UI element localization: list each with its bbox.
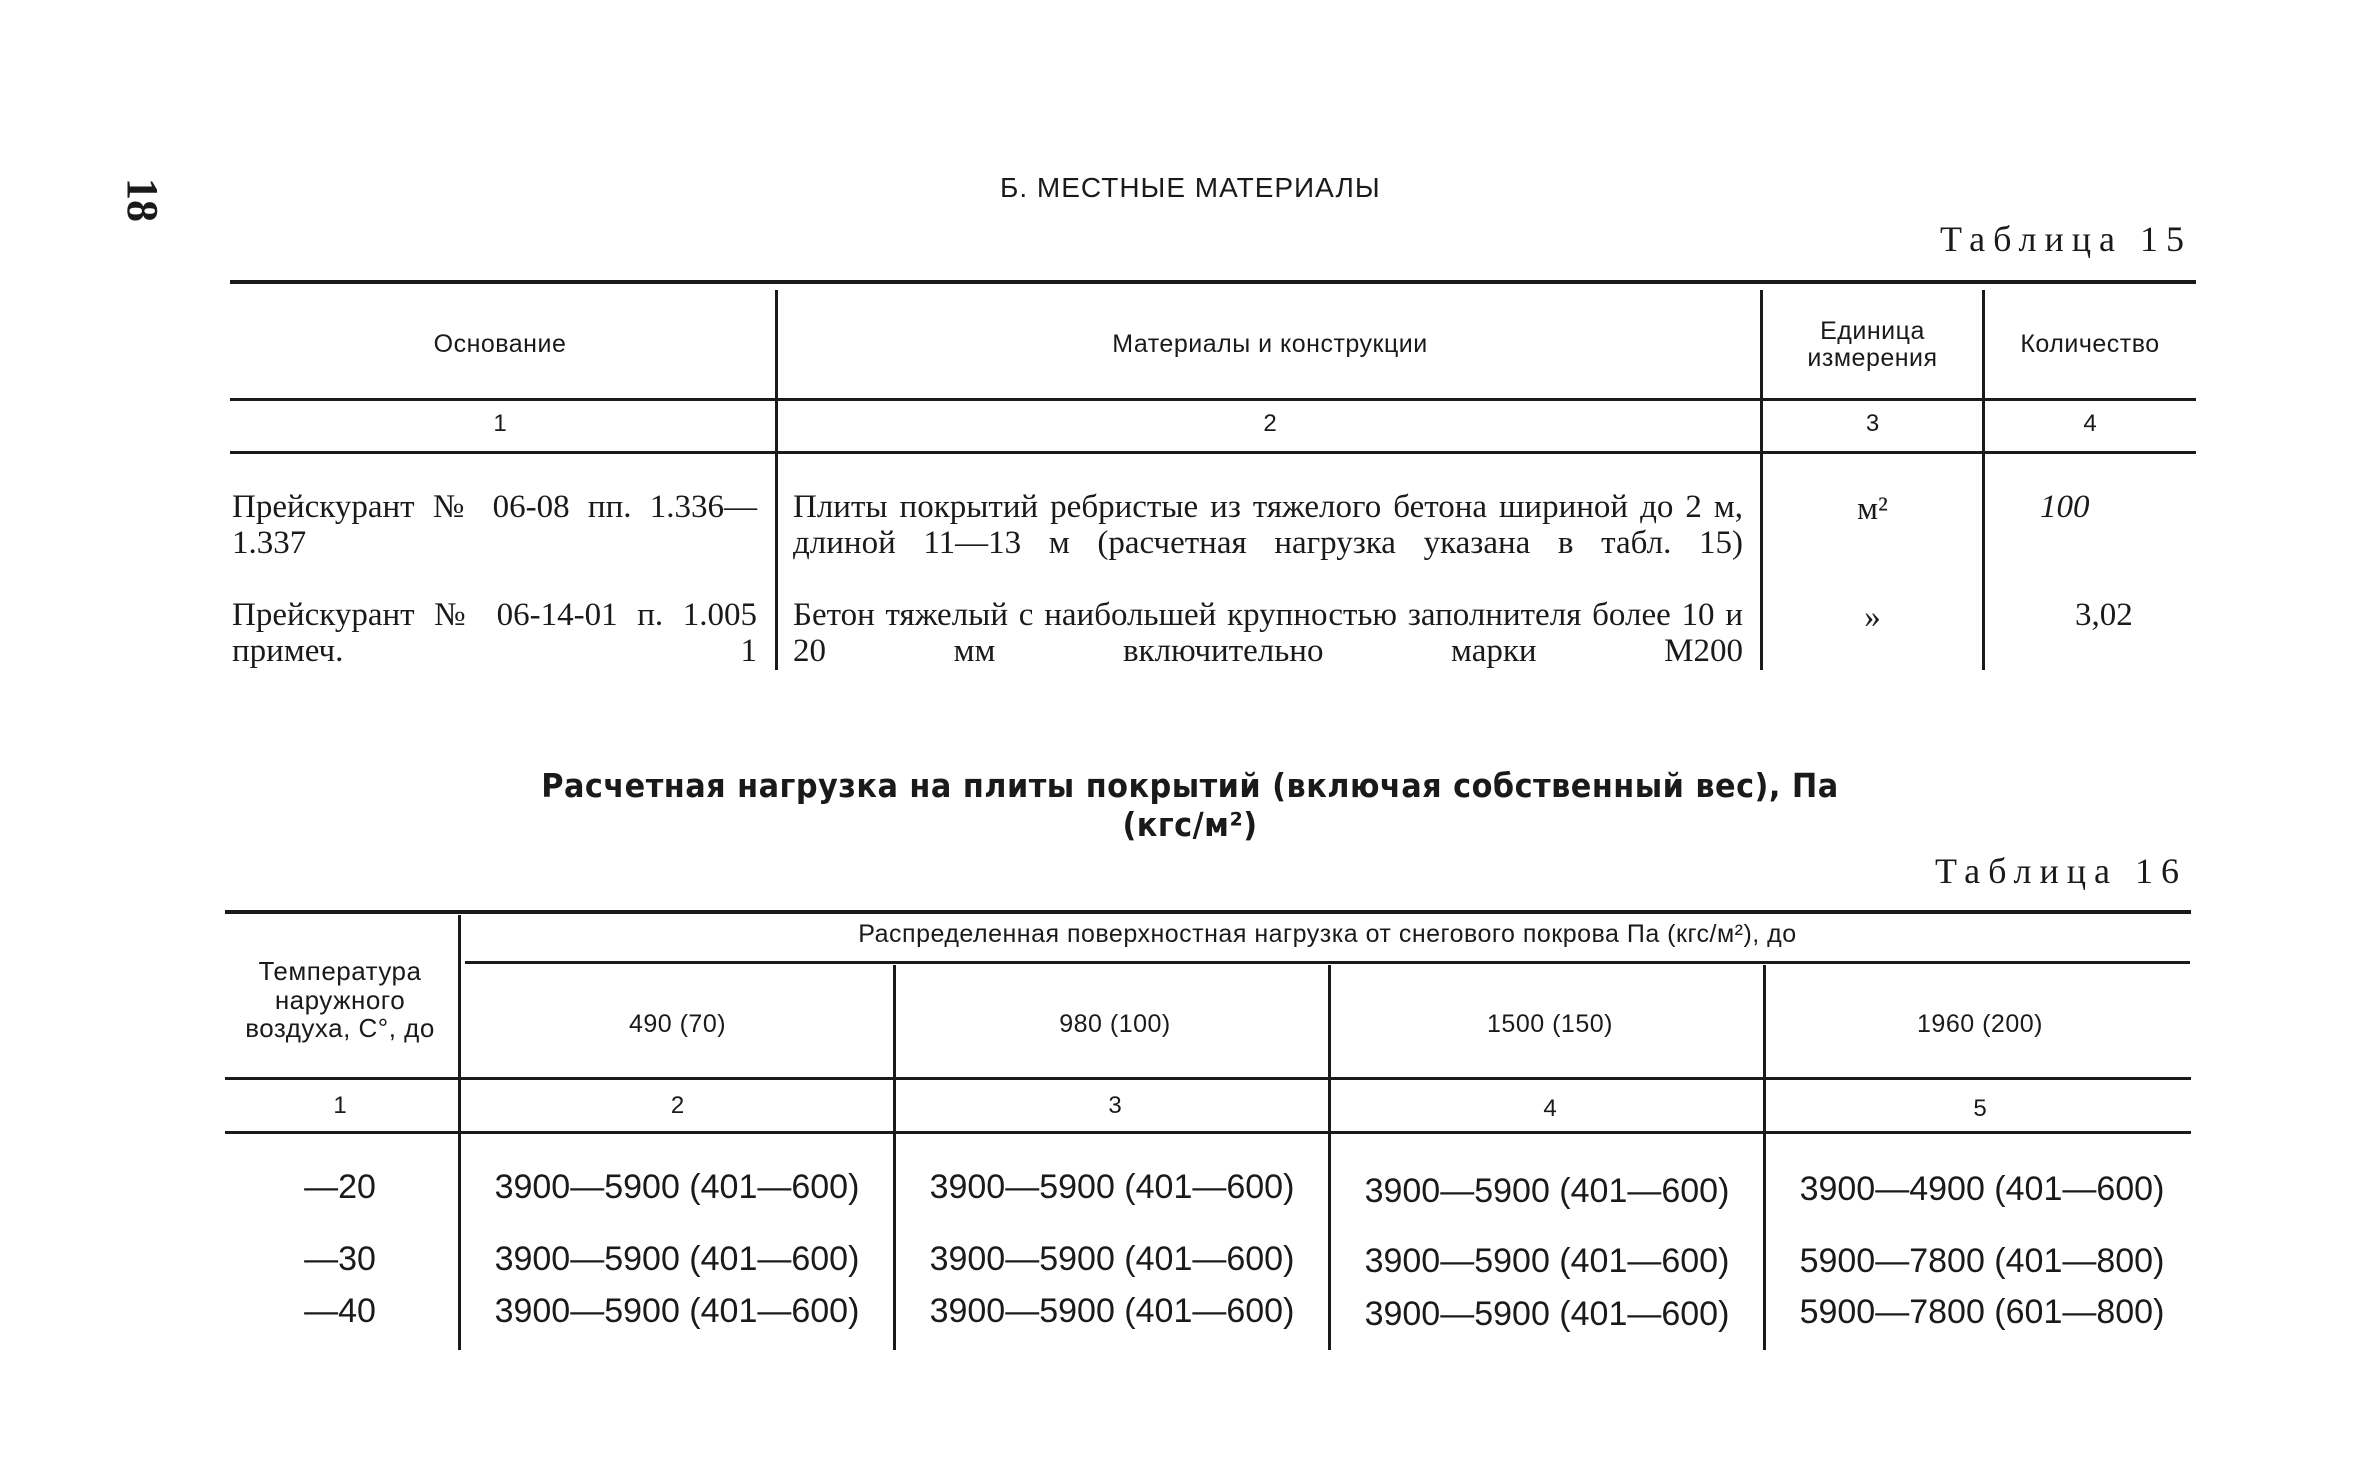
table16-header-load: Распределенная поверхностная нагрузка от снегового покрова Па (кгс/м²), до bbox=[858, 920, 1797, 949]
table15-colnum-1: 1 bbox=[493, 410, 507, 437]
table15-top-rule bbox=[230, 280, 2196, 284]
table16-load-col-4: 1960 (200) bbox=[1917, 1010, 2043, 1039]
table15-row1-quantity: 100 bbox=[2040, 489, 2090, 525]
table15-header-unit: Единица измерения bbox=[1807, 316, 1938, 372]
section-title: Б. МЕСТНЫЕ МАТЕРИАЛЫ bbox=[1000, 172, 1381, 203]
table16-row3-val3: 3900—5900 (401—600) bbox=[1364, 1295, 1730, 1333]
table16-load-col-3: 1500 (150) bbox=[1487, 1010, 1613, 1039]
table16-top-rule bbox=[225, 910, 2191, 914]
table16-vline-4 bbox=[1763, 965, 1766, 1350]
table16-row1-temp: —20 bbox=[304, 1168, 376, 1206]
table15-row2-basis: Прейскурант № 06-14-01 п. 1.005 примеч. 1 bbox=[232, 597, 757, 669]
table16-row2-val1: 3900—5900 (401—600) bbox=[494, 1240, 860, 1278]
table15-vline-1 bbox=[775, 290, 778, 670]
table16-load-col-2: 980 (100) bbox=[1059, 1010, 1171, 1039]
table16-colnum-4: 4 bbox=[1543, 1095, 1557, 1122]
table16-vline-2 bbox=[893, 965, 896, 1350]
table16-vline-1 bbox=[458, 915, 461, 1350]
table15-row1-basis: Прейскурант № 06-08 пп. 1.336—1.337 bbox=[232, 489, 757, 561]
table16-row2-val4: 5900—7800 (401—800) bbox=[1799, 1242, 2165, 1280]
table16-row1-val4: 3900—4900 (401—600) bbox=[1799, 1170, 2165, 1208]
table16-row3-val1: 3900—5900 (401—600) bbox=[494, 1292, 860, 1330]
table16-title: Расчетная нагрузка на плиты покрытий (включая собственный вес), Па (кгс/м²) bbox=[541, 766, 1839, 844]
table15-header-materials: Материалы и конструкции bbox=[1112, 330, 1428, 359]
table16-row1-val1: 3900—5900 (401—600) bbox=[494, 1168, 860, 1206]
table16-vline-3 bbox=[1328, 965, 1331, 1350]
table16-colnum-5: 5 bbox=[1973, 1095, 1987, 1122]
table15-vline-2 bbox=[1760, 290, 1763, 670]
table15-number-rule bbox=[230, 451, 2196, 454]
table15-colnum-2: 2 bbox=[1263, 410, 1277, 437]
page-number: 18 bbox=[118, 178, 167, 222]
table16-colnum-2: 2 bbox=[670, 1092, 685, 1119]
table15-row2-quantity: 3,02 bbox=[2075, 597, 2133, 633]
table16-colnum-1: 1 bbox=[333, 1092, 347, 1119]
table15-header-basis: Основание bbox=[433, 330, 567, 359]
table15-header-rule bbox=[230, 398, 2196, 401]
table16-label: Таблица 16 bbox=[1935, 851, 2187, 891]
table16-load-rule bbox=[465, 961, 2190, 964]
table16-row1-val3: 3900—5900 (401—600) bbox=[1364, 1172, 1730, 1210]
table16-row3-temp: —40 bbox=[304, 1292, 376, 1330]
table16-header-temp: Температура наружного воздуха, С°, до bbox=[245, 956, 435, 1044]
table15-colnum-4: 4 bbox=[2083, 410, 2097, 437]
table16-colnum-3: 3 bbox=[1108, 1092, 1122, 1119]
table16-load-col-1: 490 (70) bbox=[628, 1010, 727, 1039]
table15-label: Таблица 15 bbox=[1940, 219, 2192, 259]
table16-row3-val2: 3900—5900 (401—600) bbox=[929, 1292, 1295, 1330]
table16-row1-val2: 3900—5900 (401—600) bbox=[929, 1168, 1295, 1206]
table15-vline-3 bbox=[1982, 290, 1985, 670]
table16-row3-val4: 5900—7800 (601—800) bbox=[1799, 1293, 2165, 1331]
table15-row1-material: Плиты покрытий ребристые из тяжелого бетона шириной до 2 м, длиной 11—13 м (расчетная нагрузка указана в табл. 15) bbox=[793, 489, 1743, 561]
table15-row2-material: Бетон тяжелый с наибольшей крупностью заполнителя более 10 и 20 мм включительно марки М200 bbox=[793, 597, 1743, 669]
table15-row2-unit: » bbox=[1864, 599, 1881, 635]
table16-row2-val2: 3900—5900 (401—600) bbox=[929, 1240, 1295, 1278]
table15-header-quantity: Количество bbox=[2020, 330, 2160, 359]
table16-number-rule bbox=[225, 1131, 2191, 1134]
table15-row1-unit: м² bbox=[1857, 491, 1888, 527]
table16-row2-val3: 3900—5900 (401—600) bbox=[1364, 1242, 1730, 1280]
table16-row2-temp: —30 bbox=[304, 1240, 376, 1278]
table15-colnum-3: 3 bbox=[1865, 410, 1880, 437]
table16-header-rule bbox=[225, 1077, 2191, 1080]
